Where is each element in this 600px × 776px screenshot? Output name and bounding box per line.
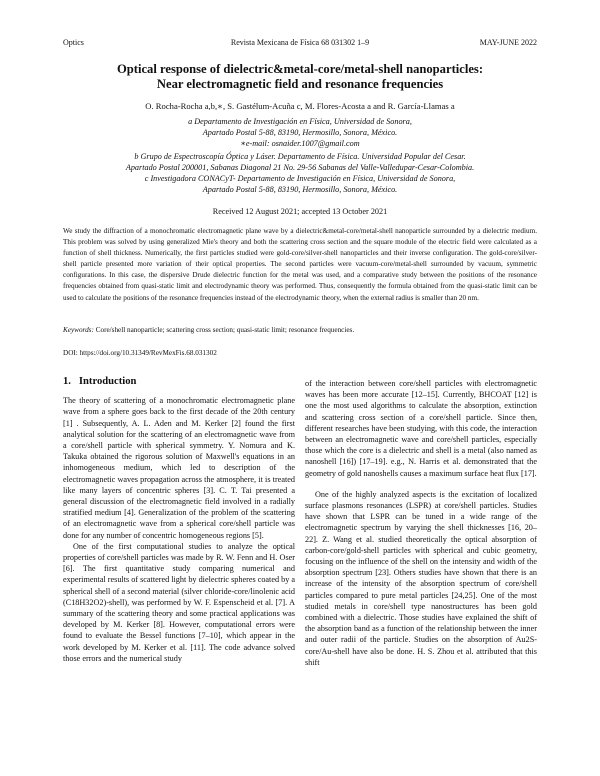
left-column	[63, 375, 295, 664]
header-date: MAY-JUNE 2022	[479, 38, 537, 47]
section-heading	[63, 376, 295, 387]
header-journal: Revista Mexicana de Física 68 031302 1–9	[230, 38, 370, 47]
section-title: Introduction	[78, 376, 137, 387]
affiliation-b-line1: b Grupo de Espectroscopía Óptica y Láser. Departamento de Física. Universidad Popular del Cesar.	[134, 152, 466, 161]
keywords-label: Keywords:	[63, 326, 94, 334]
paper-title	[63, 62, 537, 92]
affiliation-a-line2: Apartado Postal 5-88, 83190, Hermosillo, Sonora, México.	[202, 128, 398, 137]
title-line-2: Near electromagnetic field and resonance frequencies	[156, 77, 444, 91]
affiliation-b-line2: Apartado Postal 200001, Sabanas Diagonal 21 No. 29-56 Sabanas del Valle-Valledupar-Cesar-Colombia.	[125, 163, 475, 172]
paragraph: One of the highly analyzed aspects is the excitation of localized surface plasmons resonances (LSPR) at core/shell particles. Studies have shown that LSPR can be tuned in a wide range of the electromagnetic spectrum by varying the shell thicknesses [16, 20–22]. Z. Wang et al. studied theoretically the optical absorption of carbon-core/gold-shell particles with spherical and cubic geometry, focusing on the influence of the shell on the intensity and width of the absorption spectrum [23]. Others studies have shown that there is an increase of the intensity of the absorption spectrum of core/shell particles compared to pure metal particles [24,25]. One of the most studied metals in core/shell type nanostructures has been gold combined with a dielectric. Those studies have explained the shift of the absorption band as a function of the relationship between the inner and outer radii of the particle. Studies on the absorption of Au2S-core/Au-shell have also be done. H. S. Zhou et al. attributed that this shift	[305, 489, 537, 667]
running-header	[63, 38, 537, 47]
abstract: We study the diffraction of a monochromatic electromagnetic plane wave by a dielectric&metal-core/metal-shell nanoparticle surrounded by a dielectric medium. This problem was solved by using generalized Mie's theory and both the scattering cross section and the square module of the electric field were calculated as a function of shell thickness. Numerically, the first particles studied were gold-core/silver-shell nanoparticles and their inverse configuration. The gold-core/silver-shell particle presented more variation of their optical properties. The second particles were vacuum-core/metal-shell surrounded by vacuum, symmetric configurations. In this case, the dispersive Drude dielectric function for the metal was used, and a comparative study between the positions of the resonance frequencies obtained from quasi-static limit and electrodynamic theory was performed. Thus, consequently the formula obtained from the quasi-static limit can be used to calculate the positions of the resonance frequencies instead of the electrodynamic theory, when the external radius is smaller than 20 nm.	[63, 227, 537, 302]
affiliation-c-line1: c Investigadora CONACyT- Departamento de Investigación en Física, Universidad de Sonora,	[144, 174, 456, 183]
keywords-text: Core/shell nanoparticle; scattering cross section; quasi-static limit; resonance frequencies.	[95, 326, 355, 334]
section-number: 1.	[63, 376, 71, 387]
paragraph: of the interaction between core/shell particles with electromagnetic waves has been more accurate [12–15]. Currently, BHCOAT [12] is one the most used algorithms to calculate the absorption, extinction and scattering cross section of a core/shell particle. Since then, different researches have been studying, with this code, the interaction between an electromagnetic wave and core/shell particles, especially those which the core is a dielectric and shell is a metal (also named as nanoshell [16]) [17–19]. e.g., N. Harris et al. demonstrated that the geometry of gold nanoshells causes a maximum surface heat flux [17].	[305, 379, 537, 478]
author-email: ∗e-mail: osnaider.1007@gmail.com	[240, 139, 360, 148]
doi-link[interactable]: DOI: https://doi.org/10.31349/RevMexFis.68.031302	[63, 349, 217, 357]
paragraph: One of the first computational studies to analyze the optical properties of core/shell particles was made by R. W. Fenn and H. Oser [6]. The first quantitative study comparing numerical and experimental results of scattered light by dielectric spheres coated by a spherical shell of a second material (silver chloride-core/linolenic acid (C18H32O2)-shell), was performed by W. F. Espenscheid et al. [7]. A summary of the scattering theory and some practical applications was developed by M. Kerker [8]. However, computational errors were found to evaluate the Bessel functions [7–10], which appear in the work developed by M. Kerker et al. [11]. The code advance solved those errors and the numerical study	[63, 541, 295, 663]
paragraph: The theory of scattering of a monochromatic electromagnetic plane wave from a sphere goes back to the first decade of the 20th century [1] . Subsequently, A. L. Aden and M. Kerker [2] found the first analytical solution for the scattering of an electromagnetic wave from a core/shell particle with spherical symmetry. Y. Nomura and K. Takuka obtained the rigorous solution of Maxwell's equations in an inhomogeneous medium, which led to description of the electromagnetic waves propagation across the atmosphere, it is treated like many layers of concentric spheres [3]. C. T. Tai presented a general discussion of the electromagnetic field involved in a radially stratified medium [4]. Generalization of the problem of the scattering of an electromagnetic wave from a spherical core/shell particle was done for any number of concentric homogeneous regions [5].	[63, 396, 295, 540]
affiliation-c-line2: Apartado Postal 5-88, 83190, Hermosillo, Sonora, México.	[202, 185, 398, 194]
header-section: Optics	[63, 38, 84, 47]
title-line-1: Optical response of dielectric&metal-core/metal-shell nanoparticles:	[116, 62, 484, 76]
right-column	[305, 378, 537, 668]
keywords	[63, 326, 537, 334]
affiliation-a-line1: a Departamento de Investigación en Física, Universidad de Sonora,	[188, 117, 412, 126]
received-dates: Received 12 August 2021; accepted 13 October 2021	[212, 207, 388, 216]
author-list: O. Rocha-Rocha a,b,∗, S. Gastélum-Acuña c, M. Flores-Acosta a and R. García-Llamas a	[145, 101, 455, 111]
